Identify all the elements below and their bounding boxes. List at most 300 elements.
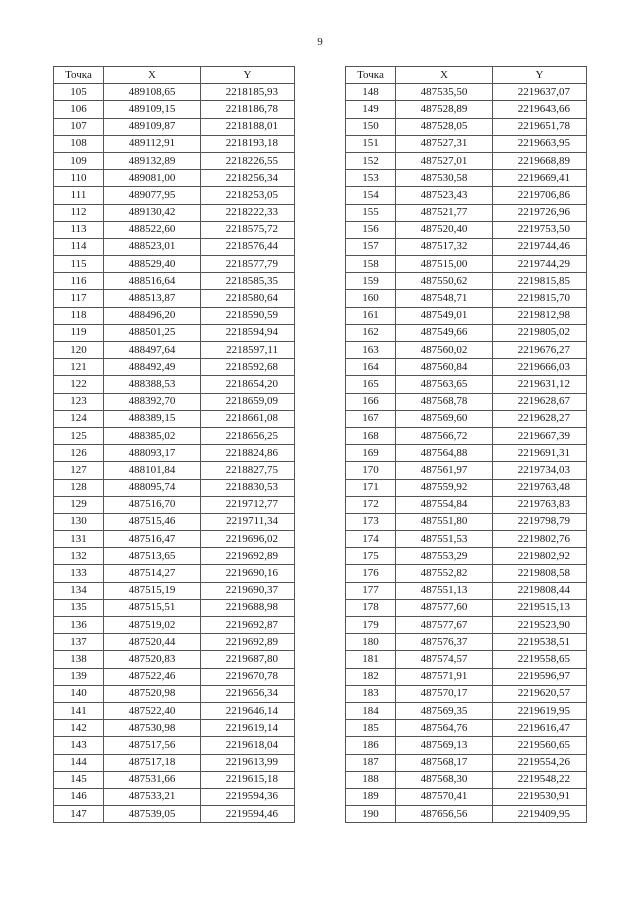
table-row [54, 84, 295, 101]
y-coordinate-cell: 2219676,27 [493, 342, 587, 359]
x-coordinate-cell: 487561,97 [396, 462, 493, 479]
y-coordinate-cell: 2219628,27 [493, 410, 587, 427]
point-number-cell: 131 [54, 531, 104, 548]
point-number-cell: 138 [54, 651, 104, 668]
point-number-cell: 162 [346, 324, 396, 341]
y-coordinate-cell: 2218185,93 [201, 84, 295, 101]
x-coordinate-cell: 487515,51 [104, 599, 201, 616]
x-coordinate-cell: 487523,43 [396, 187, 493, 204]
point-number-cell: 114 [54, 238, 104, 255]
table-row [54, 771, 295, 788]
point-number-cell: 142 [54, 720, 104, 737]
table-row [346, 324, 587, 341]
x-coordinate-cell: 487530,98 [104, 720, 201, 737]
table-row [54, 806, 295, 823]
x-coordinate-cell: 487554,84 [396, 496, 493, 513]
y-coordinate-cell: 2219631,12 [493, 376, 587, 393]
y-coordinate-cell: 2219668,89 [493, 152, 587, 169]
y-coordinate-cell: 2218830,53 [201, 479, 295, 496]
table-row [54, 513, 295, 530]
table-row [346, 290, 587, 307]
x-coordinate-cell: 489132,89 [104, 152, 201, 169]
table-row [346, 754, 587, 771]
table-row [54, 376, 295, 393]
table-body-right [346, 84, 587, 823]
point-number-cell: 190 [346, 806, 396, 823]
x-coordinate-cell: 487560,84 [396, 359, 493, 376]
table-row [346, 376, 587, 393]
point-number-cell: 137 [54, 634, 104, 651]
x-coordinate-cell: 487576,37 [396, 634, 493, 651]
x-coordinate-cell: 487516,47 [104, 531, 201, 548]
table-row [346, 170, 587, 187]
y-coordinate-cell: 2218222,33 [201, 204, 295, 221]
x-coordinate-cell: 487564,76 [396, 720, 493, 737]
x-coordinate-cell: 488501,25 [104, 324, 201, 341]
x-coordinate-cell: 487551,13 [396, 582, 493, 599]
table-row [54, 788, 295, 805]
x-coordinate-cell: 487570,17 [396, 685, 493, 702]
y-coordinate-cell: 2218827,75 [201, 462, 295, 479]
table-row [346, 152, 587, 169]
y-coordinate-cell: 2218594,94 [201, 324, 295, 341]
table-row [54, 290, 295, 307]
table-row [346, 788, 587, 805]
x-coordinate-cell: 487551,53 [396, 531, 493, 548]
table-row [346, 273, 587, 290]
y-coordinate-cell: 2219669,41 [493, 170, 587, 187]
y-coordinate-cell: 2219712,77 [201, 496, 295, 513]
x-coordinate-cell: 487568,30 [396, 771, 493, 788]
table-row [54, 307, 295, 324]
x-coordinate-cell: 487569,60 [396, 410, 493, 427]
y-coordinate-cell: 2219558,65 [493, 651, 587, 668]
x-coordinate-cell: 487528,89 [396, 101, 493, 118]
x-coordinate-cell: 487560,02 [396, 342, 493, 359]
x-coordinate-cell: 487568,17 [396, 754, 493, 771]
table-header-row [54, 67, 295, 84]
point-number-cell: 166 [346, 393, 396, 410]
x-coordinate-cell: 487530,58 [396, 170, 493, 187]
x-coordinate-cell: 487520,44 [104, 634, 201, 651]
table-row [346, 359, 587, 376]
x-coordinate-cell: 487531,66 [104, 771, 201, 788]
table-row [346, 720, 587, 737]
y-coordinate-cell: 2218592,68 [201, 359, 295, 376]
table-row [346, 582, 587, 599]
y-coordinate-cell: 2219643,66 [493, 101, 587, 118]
y-coordinate-cell: 2219618,04 [201, 737, 295, 754]
table-row [54, 324, 295, 341]
x-coordinate-cell: 488101,84 [104, 462, 201, 479]
y-coordinate-cell: 2219815,70 [493, 290, 587, 307]
table-row [54, 101, 295, 118]
table-row [54, 393, 295, 410]
point-number-cell: 122 [54, 376, 104, 393]
y-coordinate-cell: 2218188,01 [201, 118, 295, 135]
table-row [54, 221, 295, 238]
page-number: 9 [317, 36, 323, 48]
point-number-cell: 117 [54, 290, 104, 307]
table-row [54, 359, 295, 376]
point-number-cell: 182 [346, 668, 396, 685]
x-coordinate-cell: 487513,65 [104, 548, 201, 565]
y-coordinate-cell: 2219667,39 [493, 427, 587, 444]
table-body-left [54, 84, 295, 823]
y-coordinate-cell: 2219696,02 [201, 531, 295, 548]
table-row [54, 737, 295, 754]
coordinates-table-left [53, 66, 295, 823]
point-number-cell: 108 [54, 135, 104, 152]
header-point: Точка [54, 67, 104, 84]
y-coordinate-cell: 2219666,03 [493, 359, 587, 376]
y-coordinate-cell: 2218193,18 [201, 135, 295, 152]
x-coordinate-cell: 488497,64 [104, 342, 201, 359]
table-row [54, 445, 295, 462]
table-row [54, 531, 295, 548]
table-row [346, 496, 587, 513]
point-number-cell: 169 [346, 445, 396, 462]
table-row [54, 256, 295, 273]
coordinates-table-right [345, 66, 587, 823]
table-row [54, 651, 295, 668]
table-row [346, 307, 587, 324]
x-coordinate-cell: 487522,46 [104, 668, 201, 685]
x-coordinate-cell: 487519,02 [104, 617, 201, 634]
point-number-cell: 120 [54, 342, 104, 359]
x-coordinate-cell: 488529,40 [104, 256, 201, 273]
x-coordinate-cell: 487549,66 [396, 324, 493, 341]
table-row [346, 599, 587, 616]
table-row [346, 479, 587, 496]
point-number-cell: 111 [54, 187, 104, 204]
x-coordinate-cell: 487528,05 [396, 118, 493, 135]
table-row [346, 513, 587, 530]
table-row [54, 342, 295, 359]
x-coordinate-cell: 487517,32 [396, 238, 493, 255]
header-x: X [396, 67, 493, 84]
point-number-cell: 180 [346, 634, 396, 651]
table-row [54, 634, 295, 651]
table-row [346, 462, 587, 479]
point-number-cell: 150 [346, 118, 396, 135]
point-number-cell: 145 [54, 771, 104, 788]
y-coordinate-cell: 2219798,79 [493, 513, 587, 530]
y-coordinate-cell: 2219690,37 [201, 582, 295, 599]
point-number-cell: 141 [54, 702, 104, 719]
table-row [346, 393, 587, 410]
point-number-cell: 185 [346, 720, 396, 737]
y-coordinate-cell: 2219619,95 [493, 702, 587, 719]
point-number-cell: 160 [346, 290, 396, 307]
x-coordinate-cell: 488522,60 [104, 221, 201, 238]
table-row [346, 118, 587, 135]
y-coordinate-cell: 2219706,86 [493, 187, 587, 204]
table-row [54, 170, 295, 187]
point-number-cell: 181 [346, 651, 396, 668]
y-coordinate-cell: 2219548,22 [493, 771, 587, 788]
table-row [54, 410, 295, 427]
table-row [54, 548, 295, 565]
y-coordinate-cell: 2219530,91 [493, 788, 587, 805]
x-coordinate-cell: 488513,87 [104, 290, 201, 307]
point-number-cell: 179 [346, 617, 396, 634]
y-coordinate-cell: 2219753,50 [493, 221, 587, 238]
y-coordinate-cell: 2219646,14 [201, 702, 295, 719]
y-coordinate-cell: 2218226,55 [201, 152, 295, 169]
point-number-cell: 154 [346, 187, 396, 204]
point-number-cell: 121 [54, 359, 104, 376]
table-row [54, 479, 295, 496]
point-number-cell: 168 [346, 427, 396, 444]
x-coordinate-cell: 488389,15 [104, 410, 201, 427]
x-coordinate-cell: 487564,88 [396, 445, 493, 462]
header-y: Y [201, 67, 295, 84]
table-row [346, 204, 587, 221]
y-coordinate-cell: 2219692,89 [201, 634, 295, 651]
point-number-cell: 159 [346, 273, 396, 290]
y-coordinate-cell: 2219763,83 [493, 496, 587, 513]
y-coordinate-cell: 2219594,36 [201, 788, 295, 805]
point-number-cell: 161 [346, 307, 396, 324]
y-coordinate-cell: 2218580,64 [201, 290, 295, 307]
table-row [54, 152, 295, 169]
header-y: Y [493, 67, 587, 84]
table-row [54, 702, 295, 719]
point-number-cell: 135 [54, 599, 104, 616]
x-coordinate-cell: 487527,01 [396, 152, 493, 169]
x-coordinate-cell: 487515,46 [104, 513, 201, 530]
x-coordinate-cell: 487527,31 [396, 135, 493, 152]
table-row [54, 462, 295, 479]
y-coordinate-cell: 2219690,16 [201, 565, 295, 582]
x-coordinate-cell: 488523,01 [104, 238, 201, 255]
x-coordinate-cell: 488516,64 [104, 273, 201, 290]
y-coordinate-cell: 2219711,34 [201, 513, 295, 530]
point-number-cell: 151 [346, 135, 396, 152]
y-coordinate-cell: 2219656,34 [201, 685, 295, 702]
x-coordinate-cell: 487539,05 [104, 806, 201, 823]
y-coordinate-cell: 2219554,26 [493, 754, 587, 771]
y-coordinate-cell: 2219726,96 [493, 204, 587, 221]
table-row [54, 427, 295, 444]
y-coordinate-cell: 2219744,29 [493, 256, 587, 273]
x-coordinate-cell: 487516,70 [104, 496, 201, 513]
y-coordinate-cell: 2218597,11 [201, 342, 295, 359]
table-row [54, 582, 295, 599]
table-row [346, 445, 587, 462]
point-number-cell: 123 [54, 393, 104, 410]
x-coordinate-cell: 487549,01 [396, 307, 493, 324]
table-row [54, 204, 295, 221]
point-number-cell: 143 [54, 737, 104, 754]
x-coordinate-cell: 488385,02 [104, 427, 201, 444]
table-row [54, 187, 295, 204]
point-number-cell: 167 [346, 410, 396, 427]
table-row [346, 548, 587, 565]
point-number-cell: 116 [54, 273, 104, 290]
x-coordinate-cell: 487514,27 [104, 565, 201, 582]
y-coordinate-cell: 2219409,95 [493, 806, 587, 823]
x-coordinate-cell: 488095,74 [104, 479, 201, 496]
y-coordinate-cell: 2218656,25 [201, 427, 295, 444]
point-number-cell: 127 [54, 462, 104, 479]
x-coordinate-cell: 487577,60 [396, 599, 493, 616]
x-coordinate-cell: 487535,50 [396, 84, 493, 101]
point-number-cell: 188 [346, 771, 396, 788]
table-row [346, 702, 587, 719]
point-number-cell: 115 [54, 256, 104, 273]
y-coordinate-cell: 2219523,90 [493, 617, 587, 634]
point-number-cell: 175 [346, 548, 396, 565]
x-coordinate-cell: 487569,13 [396, 737, 493, 754]
x-coordinate-cell: 487520,83 [104, 651, 201, 668]
x-coordinate-cell: 487566,72 [396, 427, 493, 444]
y-coordinate-cell: 2219538,51 [493, 634, 587, 651]
table-row [346, 651, 587, 668]
point-number-cell: 110 [54, 170, 104, 187]
table-row [54, 599, 295, 616]
point-number-cell: 105 [54, 84, 104, 101]
table-row [346, 221, 587, 238]
x-coordinate-cell: 487515,19 [104, 582, 201, 599]
y-coordinate-cell: 2218575,72 [201, 221, 295, 238]
table-row [346, 531, 587, 548]
x-coordinate-cell: 489109,15 [104, 101, 201, 118]
point-number-cell: 177 [346, 582, 396, 599]
table-header-row [346, 67, 587, 84]
x-coordinate-cell: 487517,18 [104, 754, 201, 771]
y-coordinate-cell: 2219815,85 [493, 273, 587, 290]
point-number-cell: 113 [54, 221, 104, 238]
x-coordinate-cell: 488093,17 [104, 445, 201, 462]
table-row [346, 135, 587, 152]
table-row [54, 685, 295, 702]
x-coordinate-cell: 487568,78 [396, 393, 493, 410]
table-row [346, 634, 587, 651]
point-number-cell: 133 [54, 565, 104, 582]
y-coordinate-cell: 2218590,59 [201, 307, 295, 324]
point-number-cell: 106 [54, 101, 104, 118]
y-coordinate-cell: 2218256,34 [201, 170, 295, 187]
y-coordinate-cell: 2218654,20 [201, 376, 295, 393]
point-number-cell: 134 [54, 582, 104, 599]
table-row [346, 427, 587, 444]
y-coordinate-cell: 2219805,02 [493, 324, 587, 341]
y-coordinate-cell: 2218253,05 [201, 187, 295, 204]
point-number-cell: 178 [346, 599, 396, 616]
y-coordinate-cell: 2219615,18 [201, 771, 295, 788]
point-number-cell: 130 [54, 513, 104, 530]
table-row [54, 135, 295, 152]
point-number-cell: 186 [346, 737, 396, 754]
point-number-cell: 155 [346, 204, 396, 221]
table-row [54, 668, 295, 685]
point-number-cell: 171 [346, 479, 396, 496]
point-number-cell: 107 [54, 118, 104, 135]
x-coordinate-cell: 487553,29 [396, 548, 493, 565]
x-coordinate-cell: 487551,80 [396, 513, 493, 530]
x-coordinate-cell: 487552,82 [396, 565, 493, 582]
point-number-cell: 149 [346, 101, 396, 118]
table-row [54, 617, 295, 634]
y-coordinate-cell: 2219670,78 [201, 668, 295, 685]
point-number-cell: 174 [346, 531, 396, 548]
table-row [346, 238, 587, 255]
x-coordinate-cell: 488492,49 [104, 359, 201, 376]
y-coordinate-cell: 2219628,67 [493, 393, 587, 410]
y-coordinate-cell: 2218576,44 [201, 238, 295, 255]
x-coordinate-cell: 489081,00 [104, 170, 201, 187]
header-point: Точка [346, 67, 396, 84]
point-number-cell: 146 [54, 788, 104, 805]
table-row [346, 806, 587, 823]
point-number-cell: 165 [346, 376, 396, 393]
point-number-cell: 170 [346, 462, 396, 479]
y-coordinate-cell: 2219620,57 [493, 685, 587, 702]
point-number-cell: 132 [54, 548, 104, 565]
table-row [54, 238, 295, 255]
table-row [346, 342, 587, 359]
point-number-cell: 152 [346, 152, 396, 169]
point-number-cell: 148 [346, 84, 396, 101]
table-row [346, 668, 587, 685]
x-coordinate-cell: 487571,91 [396, 668, 493, 685]
y-coordinate-cell: 2219515,13 [493, 599, 587, 616]
y-coordinate-cell: 2219596,97 [493, 668, 587, 685]
x-coordinate-cell: 489108,65 [104, 84, 201, 101]
table-row [346, 617, 587, 634]
y-coordinate-cell: 2219663,95 [493, 135, 587, 152]
table-row [346, 101, 587, 118]
point-number-cell: 157 [346, 238, 396, 255]
point-number-cell: 112 [54, 204, 104, 221]
point-number-cell: 176 [346, 565, 396, 582]
y-coordinate-cell: 2219808,44 [493, 582, 587, 599]
x-coordinate-cell: 487559,92 [396, 479, 493, 496]
y-coordinate-cell: 2219692,87 [201, 617, 295, 634]
point-number-cell: 163 [346, 342, 396, 359]
y-coordinate-cell: 2219802,76 [493, 531, 587, 548]
x-coordinate-cell: 487548,71 [396, 290, 493, 307]
table-row [346, 565, 587, 582]
y-coordinate-cell: 2218585,35 [201, 273, 295, 290]
y-coordinate-cell: 2219812,98 [493, 307, 587, 324]
y-coordinate-cell: 2219619,14 [201, 720, 295, 737]
x-coordinate-cell: 487520,98 [104, 685, 201, 702]
y-coordinate-cell: 2219688,98 [201, 599, 295, 616]
point-number-cell: 139 [54, 668, 104, 685]
y-coordinate-cell: 2219613,99 [201, 754, 295, 771]
header-x: X [104, 67, 201, 84]
y-coordinate-cell: 2219734,03 [493, 462, 587, 479]
point-number-cell: 129 [54, 496, 104, 513]
y-coordinate-cell: 2219687,80 [201, 651, 295, 668]
x-coordinate-cell: 487577,67 [396, 617, 493, 634]
x-coordinate-cell: 487569,35 [396, 702, 493, 719]
table-row [54, 118, 295, 135]
point-number-cell: 144 [54, 754, 104, 771]
x-coordinate-cell: 489077,95 [104, 187, 201, 204]
point-number-cell: 183 [346, 685, 396, 702]
y-coordinate-cell: 2219616,47 [493, 720, 587, 737]
point-number-cell: 136 [54, 617, 104, 634]
point-number-cell: 147 [54, 806, 104, 823]
point-number-cell: 164 [346, 359, 396, 376]
y-coordinate-cell: 2219744,46 [493, 238, 587, 255]
x-coordinate-cell: 489130,42 [104, 204, 201, 221]
x-coordinate-cell: 487521,77 [396, 204, 493, 221]
